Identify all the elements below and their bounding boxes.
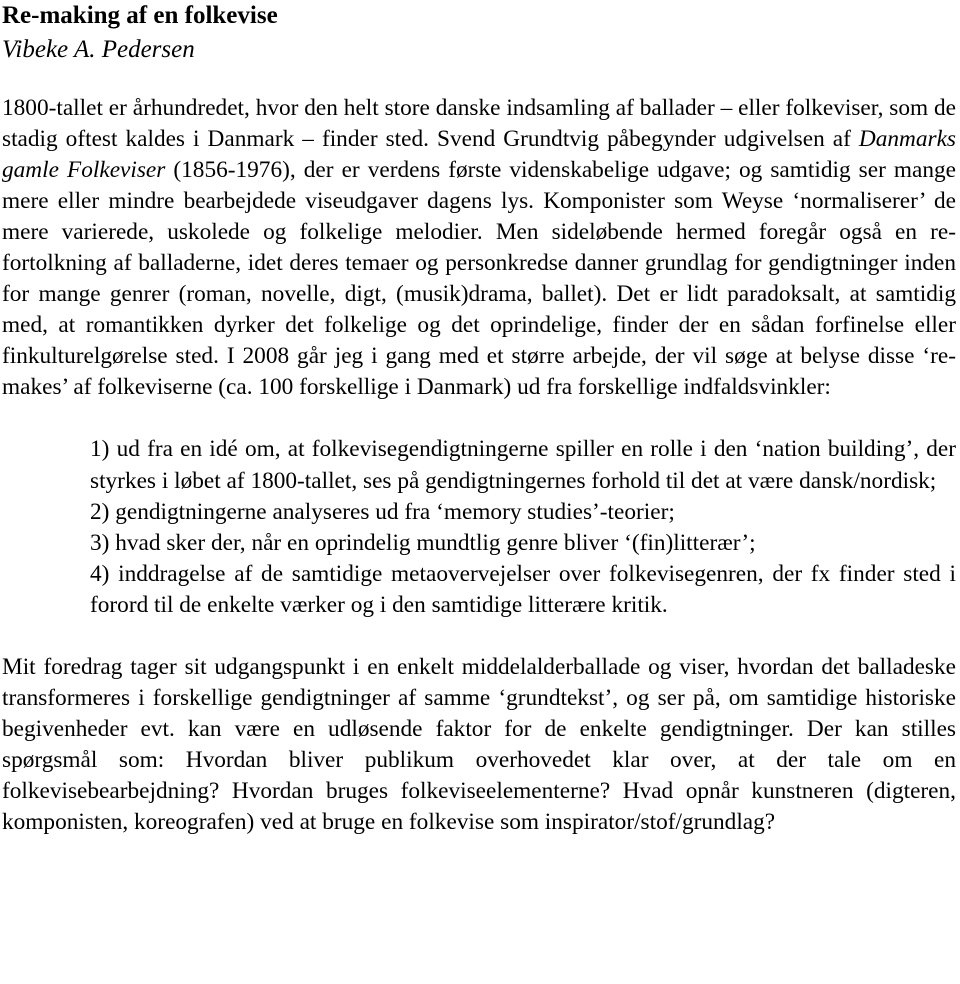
document-title: Re-making af en folkevise	[2, 2, 278, 29]
intro-text-part-1: 1800-tallet er århundredet, hvor den helt store danske indsamling af ballader – eller folkeviser, som de stadig oftest kaldes i Danmark – finder sted. Svend Grundtvig påbegynder udgivelsen af	[2, 95, 956, 153]
list-item: 3) hvad sker der, når en oprindelig mundtlig genre bliver ‘(fin)litterær’;	[90, 529, 756, 556]
work-title-italic: Danmarks gamle Folkeviser	[2, 126, 956, 184]
list-item: 2) gendigtningerne analyseres ud fra ‘memory studies’-teorier;	[90, 498, 675, 525]
intro-paragraph	[2, 93, 956, 403]
talk-paragraph: Mit foredrag tager sit udgangspunkt i en enkelt middelalderballade og viser, hvordan det balladeske transformeres i forskellige gendigtninger af samme ‘grundtekst’, og ser på, om samtidige historiske begivenheder evt. kan være en udløsende faktor for de enkelte gendigtninger. Der kan stilles spørgsmål som: Hvordan bliver publikum overhovedet klar over, at der tale om en folkevisebearbejdning? Hvordan bruges folkeviseelementerne? Hvad opnår kunstneren (digteren, komponisten, koreografen) ved at bruge en folkevise som inspirator/stof/grundlag?	[2, 653, 956, 835]
document-author: Vibeke A. Pedersen	[2, 36, 195, 63]
approach-list	[90, 434, 956, 620]
list-item: 1) ud fra en idé om, at folkevisegendigtningerne spiller en rolle i den ‘nation building’, der styrkes i løbet af 1800-tallet, ses på gendigtningernes forhold til det at være dansk/nordisk;	[90, 436, 956, 494]
intro-text-part-2: (1856-1976), der er verdens første videnskabelige udgave; og samtidig ser mange mere eller mindre bearbejdede viseudgaver dagens lys. Komponister som Weyse ‘normaliserer’ de mere varierede, uskolede og folkelige melodier. Men sideløbende hermed foregår også en re-fortolkning af balladerne, idet deres temaer og personkredse danner grundlag for gendigtninger inden for mange genrer (roman, novelle, digt, (musik)drama, ballet). Det er lidt paradoksalt, at samtidig med, at romantikken dyrker det folkelige og det oprindelige, finder der en sådan forfinelse eller finkulturelgørelse sted. I 2008 går jeg i gang med et større arbejde, der vil søge at belyse disse ‘re-makes’ af folkeviserne (ca. 100 forskellige i Danmark) ud fra forskellige indfaldsvinkler:	[2, 157, 956, 401]
list-item: 4) inddragelse af de samtidige metaovervejelser over folkevisegenren, der fx finder sted i forord til de enkelte værker og i den samtidige litterære kritik.	[90, 560, 956, 618]
document-page	[2, 0, 956, 838]
